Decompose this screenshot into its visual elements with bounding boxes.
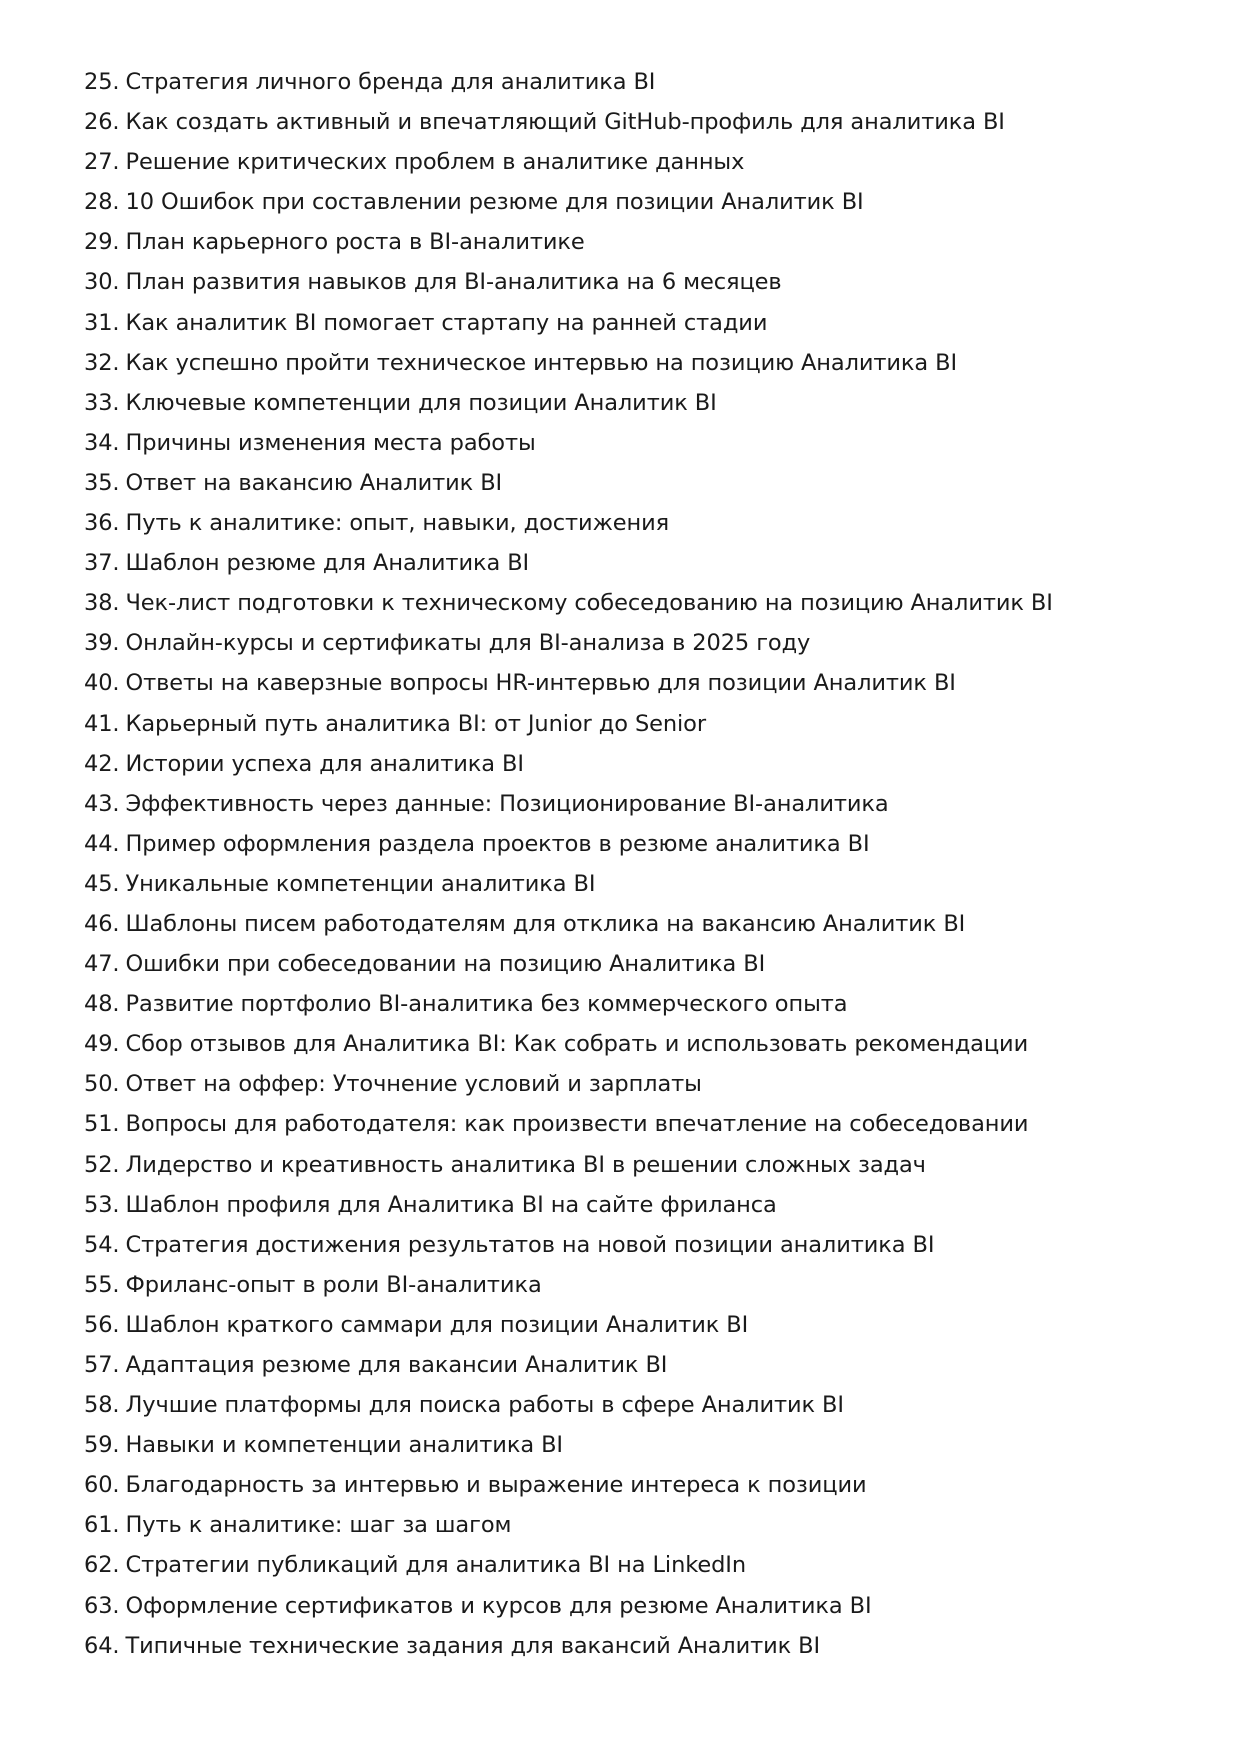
list-item — [84, 262, 1184, 302]
list-item-number: 28. — [84, 189, 120, 216]
list-item — [84, 623, 1184, 663]
list-item-number: 48. — [84, 991, 120, 1018]
list-item-title: Ключевые компетенции для позиции Аналитик BI — [125, 389, 717, 416]
list-item-number: 55. — [84, 1271, 120, 1298]
list-item-title: Путь к аналитике: опыт, навыки, достижения — [125, 510, 670, 537]
list-item-title: Путь к аналитике: шаг за шагом — [125, 1512, 512, 1539]
list-item — [84, 1385, 1184, 1425]
list-item — [84, 744, 1184, 784]
list-item — [84, 904, 1184, 944]
list-item — [84, 503, 1184, 543]
list-item-title: Причины изменения места работы — [125, 429, 536, 456]
list-item — [84, 1305, 1184, 1345]
list-item-title: Ответ на оффер: Уточнение условий и зарплаты — [125, 1071, 702, 1098]
list-item — [84, 1545, 1184, 1585]
list-item — [84, 182, 1184, 222]
list-item — [84, 1505, 1184, 1545]
list-item-number: 54. — [84, 1231, 120, 1258]
list-item — [84, 1185, 1184, 1225]
list-item-number: 39. — [84, 630, 120, 657]
list-item-number: 33. — [84, 389, 120, 416]
list-item-title: Типичные технические задания для вакансий Аналитик BI — [125, 1632, 821, 1659]
list-item-title: Пример оформления раздела проектов в резюме аналитика BI — [125, 830, 870, 857]
list-item-number: 58. — [84, 1392, 120, 1419]
list-item-title: Ответ на вакансию Аналитик BI — [125, 469, 503, 496]
list-item-title: Как аналитик BI помогает стартапу на ранней стадии — [125, 309, 768, 336]
list-item — [84, 1265, 1184, 1305]
list-item-title: Адаптация резюме для вакансии Аналитик BI — [125, 1352, 668, 1378]
list-item-title: Фриланс-опыт в роли BI-аналитика — [125, 1271, 542, 1298]
list-item-number: 31. — [84, 309, 120, 336]
list-item-number: 40. — [84, 670, 120, 697]
list-item — [84, 1626, 1184, 1666]
list-item-number: 34. — [84, 429, 120, 456]
list-item — [84, 1064, 1184, 1104]
list-item-number: 29. — [84, 229, 120, 256]
list-item-title: Развитие портфолио BI-аналитика без коммерческого опыта — [125, 991, 848, 1018]
list-item-title: План развития навыков для BI-аналитика на 6 месяцев — [125, 269, 782, 296]
list-item-title: Стратегия личного бренда для аналитика BI — [125, 69, 656, 95]
list-item-number: 63. — [84, 1592, 120, 1619]
list-item-number: 56. — [84, 1311, 120, 1338]
list-item-number: 26. — [84, 109, 120, 136]
list-item — [84, 784, 1184, 824]
list-item — [84, 944, 1184, 984]
list-item — [84, 583, 1184, 623]
list-item-title: Сбор отзывов для Аналитика BI: Как собрать и использовать рекомендации — [125, 1031, 1029, 1058]
list-item-number: 47. — [84, 951, 120, 978]
list-item-title: Онлайн-курсы и сертификаты для BI-анализа в 2025 году — [125, 630, 811, 657]
list-item — [84, 142, 1184, 182]
list-item-title: Шаблоны писем работодателям для отклика на вакансию Аналитик BI — [125, 910, 966, 937]
list-item-title: Чек-лист подготовки к техническому собеседованию на позицию Аналитик BI — [125, 590, 1053, 617]
list-item — [84, 1345, 1184, 1385]
list-item — [84, 463, 1184, 503]
list-item-number: 57. — [84, 1352, 120, 1378]
list-item-number: 46. — [84, 910, 120, 937]
list-item-title: Шаблон профиля для Аналитика BI на сайте фриланса — [125, 1191, 777, 1218]
list-item — [84, 1024, 1184, 1064]
toc-list — [84, 62, 1184, 1666]
list-item-number: 62. — [84, 1552, 120, 1579]
list-item-number: 30. — [84, 269, 120, 296]
list-item-title: Лидерство и креативность аналитика BI в решении сложных задач — [125, 1151, 926, 1178]
list-item-number: 49. — [84, 1031, 120, 1058]
list-item — [84, 222, 1184, 262]
list-item-title: План карьерного роста в BI-аналитике — [125, 229, 585, 256]
list-item-title: Уникальные компетенции аналитика BI — [125, 870, 596, 897]
list-item-title: Решение критических проблем в аналитике данных — [125, 149, 745, 176]
list-item-title: Стратегии публикаций для аналитика BI на LinkedIn — [125, 1552, 746, 1579]
list-item-title: Эффективность через данные: Позиционирование BI-аналитика — [125, 790, 889, 817]
list-item-number: 45. — [84, 870, 120, 897]
list-item-number: 44. — [84, 830, 120, 857]
list-item — [84, 343, 1184, 383]
list-item — [84, 824, 1184, 864]
list-item — [84, 864, 1184, 904]
list-item-number: 41. — [84, 710, 120, 737]
list-item-title: Ответы на каверзные вопросы HR-интервью для позиции Аналитик BI — [125, 670, 956, 697]
list-item — [84, 102, 1184, 142]
list-item-title: Шаблон краткого саммари для позиции Аналитик BI — [125, 1311, 749, 1338]
list-item — [84, 423, 1184, 463]
list-item-number: 61. — [84, 1512, 120, 1539]
list-item-number: 38. — [84, 590, 120, 617]
list-item — [84, 62, 1184, 102]
list-item — [84, 1145, 1184, 1185]
list-item-number: 37. — [84, 550, 120, 577]
list-item-number: 35. — [84, 469, 120, 496]
list-item-number: 50. — [84, 1071, 120, 1098]
list-item-number: 51. — [84, 1111, 120, 1138]
list-item-number: 59. — [84, 1432, 120, 1459]
list-item-title: Вопросы для работодателя: как произвести впечатление на собеседовании — [125, 1111, 1029, 1138]
list-item — [84, 704, 1184, 744]
list-item-number: 52. — [84, 1151, 120, 1178]
list-item-title: Ошибки при собеседовании на позицию Аналитика BI — [125, 951, 766, 978]
list-item-number: 32. — [84, 349, 120, 376]
list-item — [84, 663, 1184, 703]
list-item-title: 10 Ошибок при составлении резюме для позиции Аналитик BI — [125, 189, 864, 216]
list-item-title: Как успешно пройти техническое интервью на позицию Аналитика BI — [125, 349, 958, 376]
list-item-number: 42. — [84, 750, 120, 777]
list-item — [84, 383, 1184, 423]
list-item — [84, 1465, 1184, 1505]
list-item — [84, 303, 1184, 343]
list-item-number: 27. — [84, 149, 120, 176]
list-item-number: 36. — [84, 510, 120, 537]
list-item-number: 25. — [84, 69, 120, 95]
list-item-title: Карьерный путь аналитика BI: от Junior до Senior — [125, 710, 706, 737]
list-item-title: Истории успеха для аналитика BI — [125, 750, 524, 777]
list-item — [84, 1104, 1184, 1144]
list-item — [84, 1425, 1184, 1465]
list-item — [84, 543, 1184, 583]
list-item-title: Благодарность за интервью и выражение интереса к позиции — [125, 1472, 867, 1499]
list-item-title: Шаблон резюме для Аналитика BI — [125, 550, 530, 577]
list-item-number: 60. — [84, 1472, 120, 1499]
list-item-number: 53. — [84, 1191, 120, 1218]
list-item-number: 43. — [84, 790, 120, 817]
list-item-title: Оформление сертификатов и курсов для резюме Аналитика BI — [125, 1592, 872, 1619]
list-item-title: Стратегия достижения результатов на новой позиции аналитика BI — [125, 1231, 935, 1258]
list-item — [84, 1225, 1184, 1265]
list-item-title: Лучшие платформы для поиска работы в сфере Аналитик BI — [125, 1392, 844, 1419]
list-item-title: Как создать активный и впечатляющий GitHub-профиль для аналитика BI — [125, 109, 1005, 136]
list-item — [84, 984, 1184, 1024]
list-item-title: Навыки и компетенции аналитика BI — [125, 1432, 563, 1459]
list-item — [84, 1586, 1184, 1626]
list-item-number: 64. — [84, 1632, 120, 1659]
